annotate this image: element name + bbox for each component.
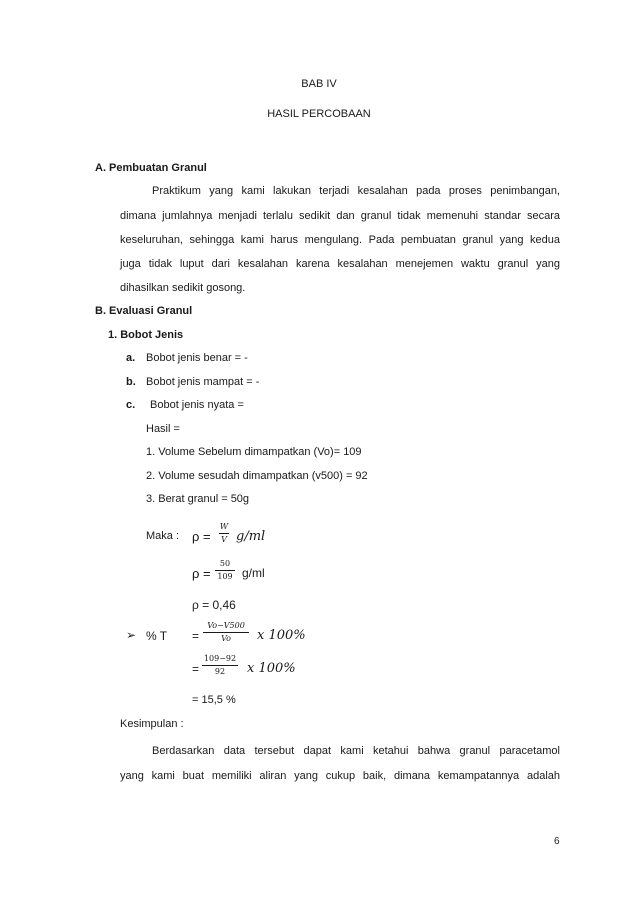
page-number: 6 [554, 836, 560, 847]
fraction-numerator: Vo−V500 [207, 621, 245, 630]
fraction-denominator: 92 [214, 667, 226, 676]
rho-result: ρ = 0,46 [192, 598, 236, 612]
hasil-label: Hasil = [146, 423, 180, 435]
paragraph-line: keseluruhan, sehingga kami harus mengulang. Pada pembuatan granul yang kedua [120, 234, 560, 246]
fraction-vo-minus-v500-over-vo [203, 621, 249, 644]
paragraph-line: yang kami buat memiliki aliran yang cukup baik, dimana kemampatannya adalah [120, 770, 560, 782]
fraction-109-minus-92-over-92 [202, 654, 238, 677]
fraction-denominator: Vo [221, 634, 231, 643]
fraction-bar [203, 632, 249, 633]
fraction-bar [219, 533, 229, 534]
fraction-50-over-109 [215, 559, 235, 582]
paragraph-line: dihasilkan sedikit gosong. [120, 282, 246, 294]
item-marker: a. [126, 352, 136, 364]
rho-equation-lhs: ρ = [192, 529, 211, 544]
fraction-denominator: V [221, 535, 227, 544]
item-text: Bobot jenis nyata = [150, 399, 244, 411]
fraction-denominator: 109 [217, 572, 233, 581]
equals-sign: = [192, 662, 200, 676]
unit: g/ml [242, 566, 265, 580]
fraction-bar [202, 665, 238, 666]
paragraph-line: Praktikum yang kami lakukan terjadi kesalahan pada proses penimbangan, [152, 185, 560, 197]
paragraph-line: juga tidak luput dari kesalahan karena kesalahan menejemen waktu granul yang [120, 258, 560, 270]
list-item: 1. Volume Sebelum dimampatkan (Vo)= 109 [146, 446, 362, 458]
paragraph-line: dimana jumlahnya menjadi terlalu sedikit dan granul tidak memenuhi standar secara [120, 210, 560, 222]
paragraph-line: Berdasarkan data tersebut dapat kami ketahui bahwa granul paracetamol [152, 745, 560, 757]
item-marker: c. [126, 399, 136, 411]
item-text: Bobot jenis mampat = - [146, 376, 260, 388]
subsection-heading: 1. Bobot Jenis [108, 329, 184, 341]
fraction-bar [215, 570, 235, 571]
list-item: 2. Volume sesudah dimampatkan (v500) = 92 [146, 470, 368, 482]
list-item: 3. Berat granul = 50g [146, 493, 250, 505]
unit: g/ml [236, 529, 266, 544]
chapter-title: BAB IV [301, 78, 337, 90]
multiply-100-percent: x 100% [257, 628, 306, 643]
rho-equation-lhs: ρ = [192, 566, 211, 581]
percent-t-label: % T [146, 629, 168, 643]
section-a-heading: A. Pembuatan Granul [95, 162, 207, 174]
section-b-heading: B. Evaluasi Granul [95, 305, 193, 317]
equals-sign: = [192, 629, 200, 643]
page-title: HASIL PERCOBAAN [267, 108, 371, 120]
multiply-100-percent: x 100% [247, 661, 296, 676]
item-text: Bobot jenis benar = - [146, 352, 248, 364]
fraction-numerator: W [219, 522, 229, 531]
conclusion-label: Kesimpulan : [120, 718, 184, 730]
maka-label: Maka : [146, 530, 180, 542]
fraction-w-over-v [219, 522, 229, 545]
fraction-numerator: 50 [219, 559, 231, 568]
percent-t-result: = 15,5 % [192, 694, 236, 706]
fraction-numerator: 109−92 [203, 654, 237, 663]
item-marker: b. [126, 376, 136, 388]
arrow-bullet-icon: ➢ [126, 628, 137, 642]
